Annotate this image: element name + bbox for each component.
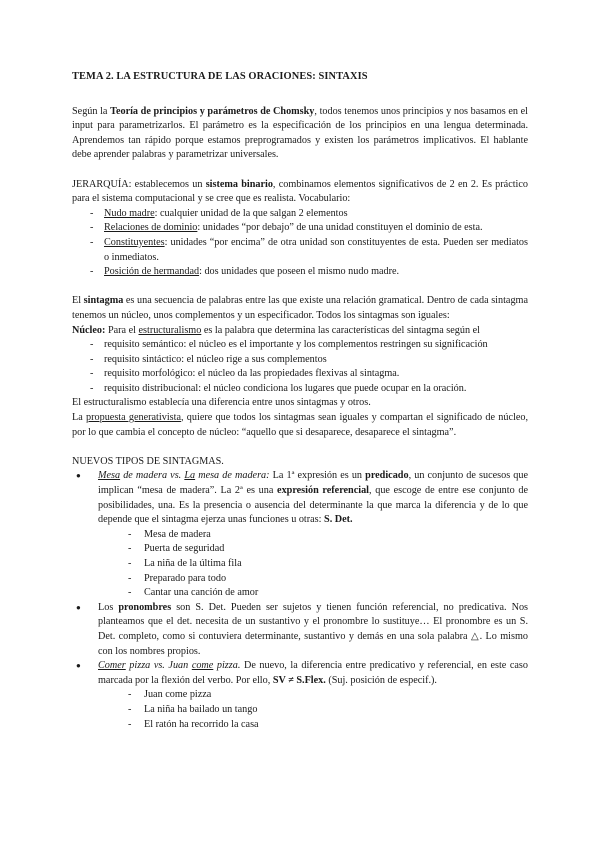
example-item: - Puerta de seguridad	[72, 542, 528, 557]
requisitos-list	[72, 338, 528, 396]
list-item: - requisito distribucional: el núcleo condiciona los lugares que puede ocupar en la oración.	[72, 382, 528, 397]
section-heading: NUEVOS TIPOS DE SINTAGMAS.	[72, 455, 224, 467]
intro-paragraph: Según la Teoría de principios y parámetros de Chomsky, todos tenemos unos principios y nos basamos en el input para parametrizarlos. El parámetro es la especificación de los principios en una lengua determinada. Aprendemos tan rápido porque estamos preprogramados y existen los parámetros implicativos. El hablante debe aprender palabras y parametrizar universales.	[72, 105, 528, 161]
example-item: - El ratón ha recorrido la casa	[72, 718, 528, 733]
nucleo-paragraph: Núcleo: Para el estructuralismo es la palabra que determina las características del sintagma según el	[72, 324, 480, 336]
list-item: - requisito sintáctico: el núcleo rige a sus complementos	[72, 353, 528, 368]
example-item: - Cantar una canción de amor	[72, 586, 528, 601]
list-item: - Posición de hermandad: dos unidades que poseen el mismo nudo madre.	[72, 265, 528, 280]
nuevos-list	[72, 469, 528, 732]
vocabulary-list	[72, 207, 528, 280]
bullet-item-mesa: ● Mesa de madera vs. La mesa de madera: La 1ª expresión es un predicado, un conjunto de sucesos que implican “mesa de madera”. La 2ª es una expresión referencial, que escoge de entre ese conjunto de posibilidades, una. Es la presencia o ausencia del determinante la que marca la diferencia y de lo que depende que el sintagma ejerza unas funciones u otras: S. Det.	[72, 469, 528, 527]
example-item: - La niña de la última fila	[72, 557, 528, 572]
list-item: - Nudo madre: cualquier unidad de la que salgan 2 elementos	[72, 207, 528, 222]
example-item: - Mesa de madera	[72, 528, 528, 543]
example-item: - La niña ha bailado un tango	[72, 703, 528, 718]
list-item: - Constituyentes: unidades “por encima” de otra unidad son constituyentes de esta. Pueden ser mediatos o inmediatos.	[72, 236, 528, 265]
jerarquia-paragraph: JERARQUÍA: establecemos un sistema binario, combinamos elementos significativos de 2 en 2. Es práctico para el sistema computacional y se cree que es realista. Vocabulario:	[72, 178, 528, 205]
list-item: - requisito semántico: el núcleo es el importante y los complementos restringen su significación	[72, 338, 528, 353]
list-item: - requisito morfológico: el núcleo da las propiedades flexivas al sintagma.	[72, 367, 528, 382]
example-item: - Juan come pizza	[72, 688, 528, 703]
list-item: - Relaciones de dominio: unidades “por debajo” de una unidad constituyen el dominio de esta.	[72, 221, 528, 236]
document-page	[72, 64, 528, 732]
page-title: TEMA 2. LA ESTRUCTURA DE LAS ORACIONES: SINTAXIS	[72, 71, 368, 82]
sintagma-paragraph: El sintagma es una secuencia de palabras entre las que existe una relación gramatical. Dentro de cada sintagma tenemos un núcleo, unos complementos y un especificador. Todos los sintagmas son iguales:	[72, 295, 528, 321]
estructuralismo-line: El estructuralismo establecía una diferencia entre unos sintagmas y otros.	[72, 397, 371, 409]
bullet-item-pronombres: ● Los pronombres son S. Det. Pueden ser sujetos y tienen función referencial, no predicativa. Nos planteamos que el det. necesita de un sustantivo y el pronombre lo sustituye… El pronombre es un S. Det. completo, como si contuviera determinante, sustantivo y demás en una sola palabra △. Lo mismo con los nombres propios.	[72, 601, 528, 659]
bullet-item-comer: ● Comer pizza vs. Juan come pizza. De nuevo, la diferencia entre predicativo y referencial, en este caso marcada por la flexión del verbo. Por ello, SV ≠ S.Flex. (Suj. posición de especif.).	[72, 659, 528, 688]
example-item: - Preparado para todo	[72, 572, 528, 587]
generativista-paragraph: La propuesta generativista, quiere que todos los sintagmas sean iguales y compartan el significado de núcleo, por lo que cambia el concepto de núcleo: “aquello que si desaparece, desaparece el sintagma”.	[72, 412, 528, 438]
